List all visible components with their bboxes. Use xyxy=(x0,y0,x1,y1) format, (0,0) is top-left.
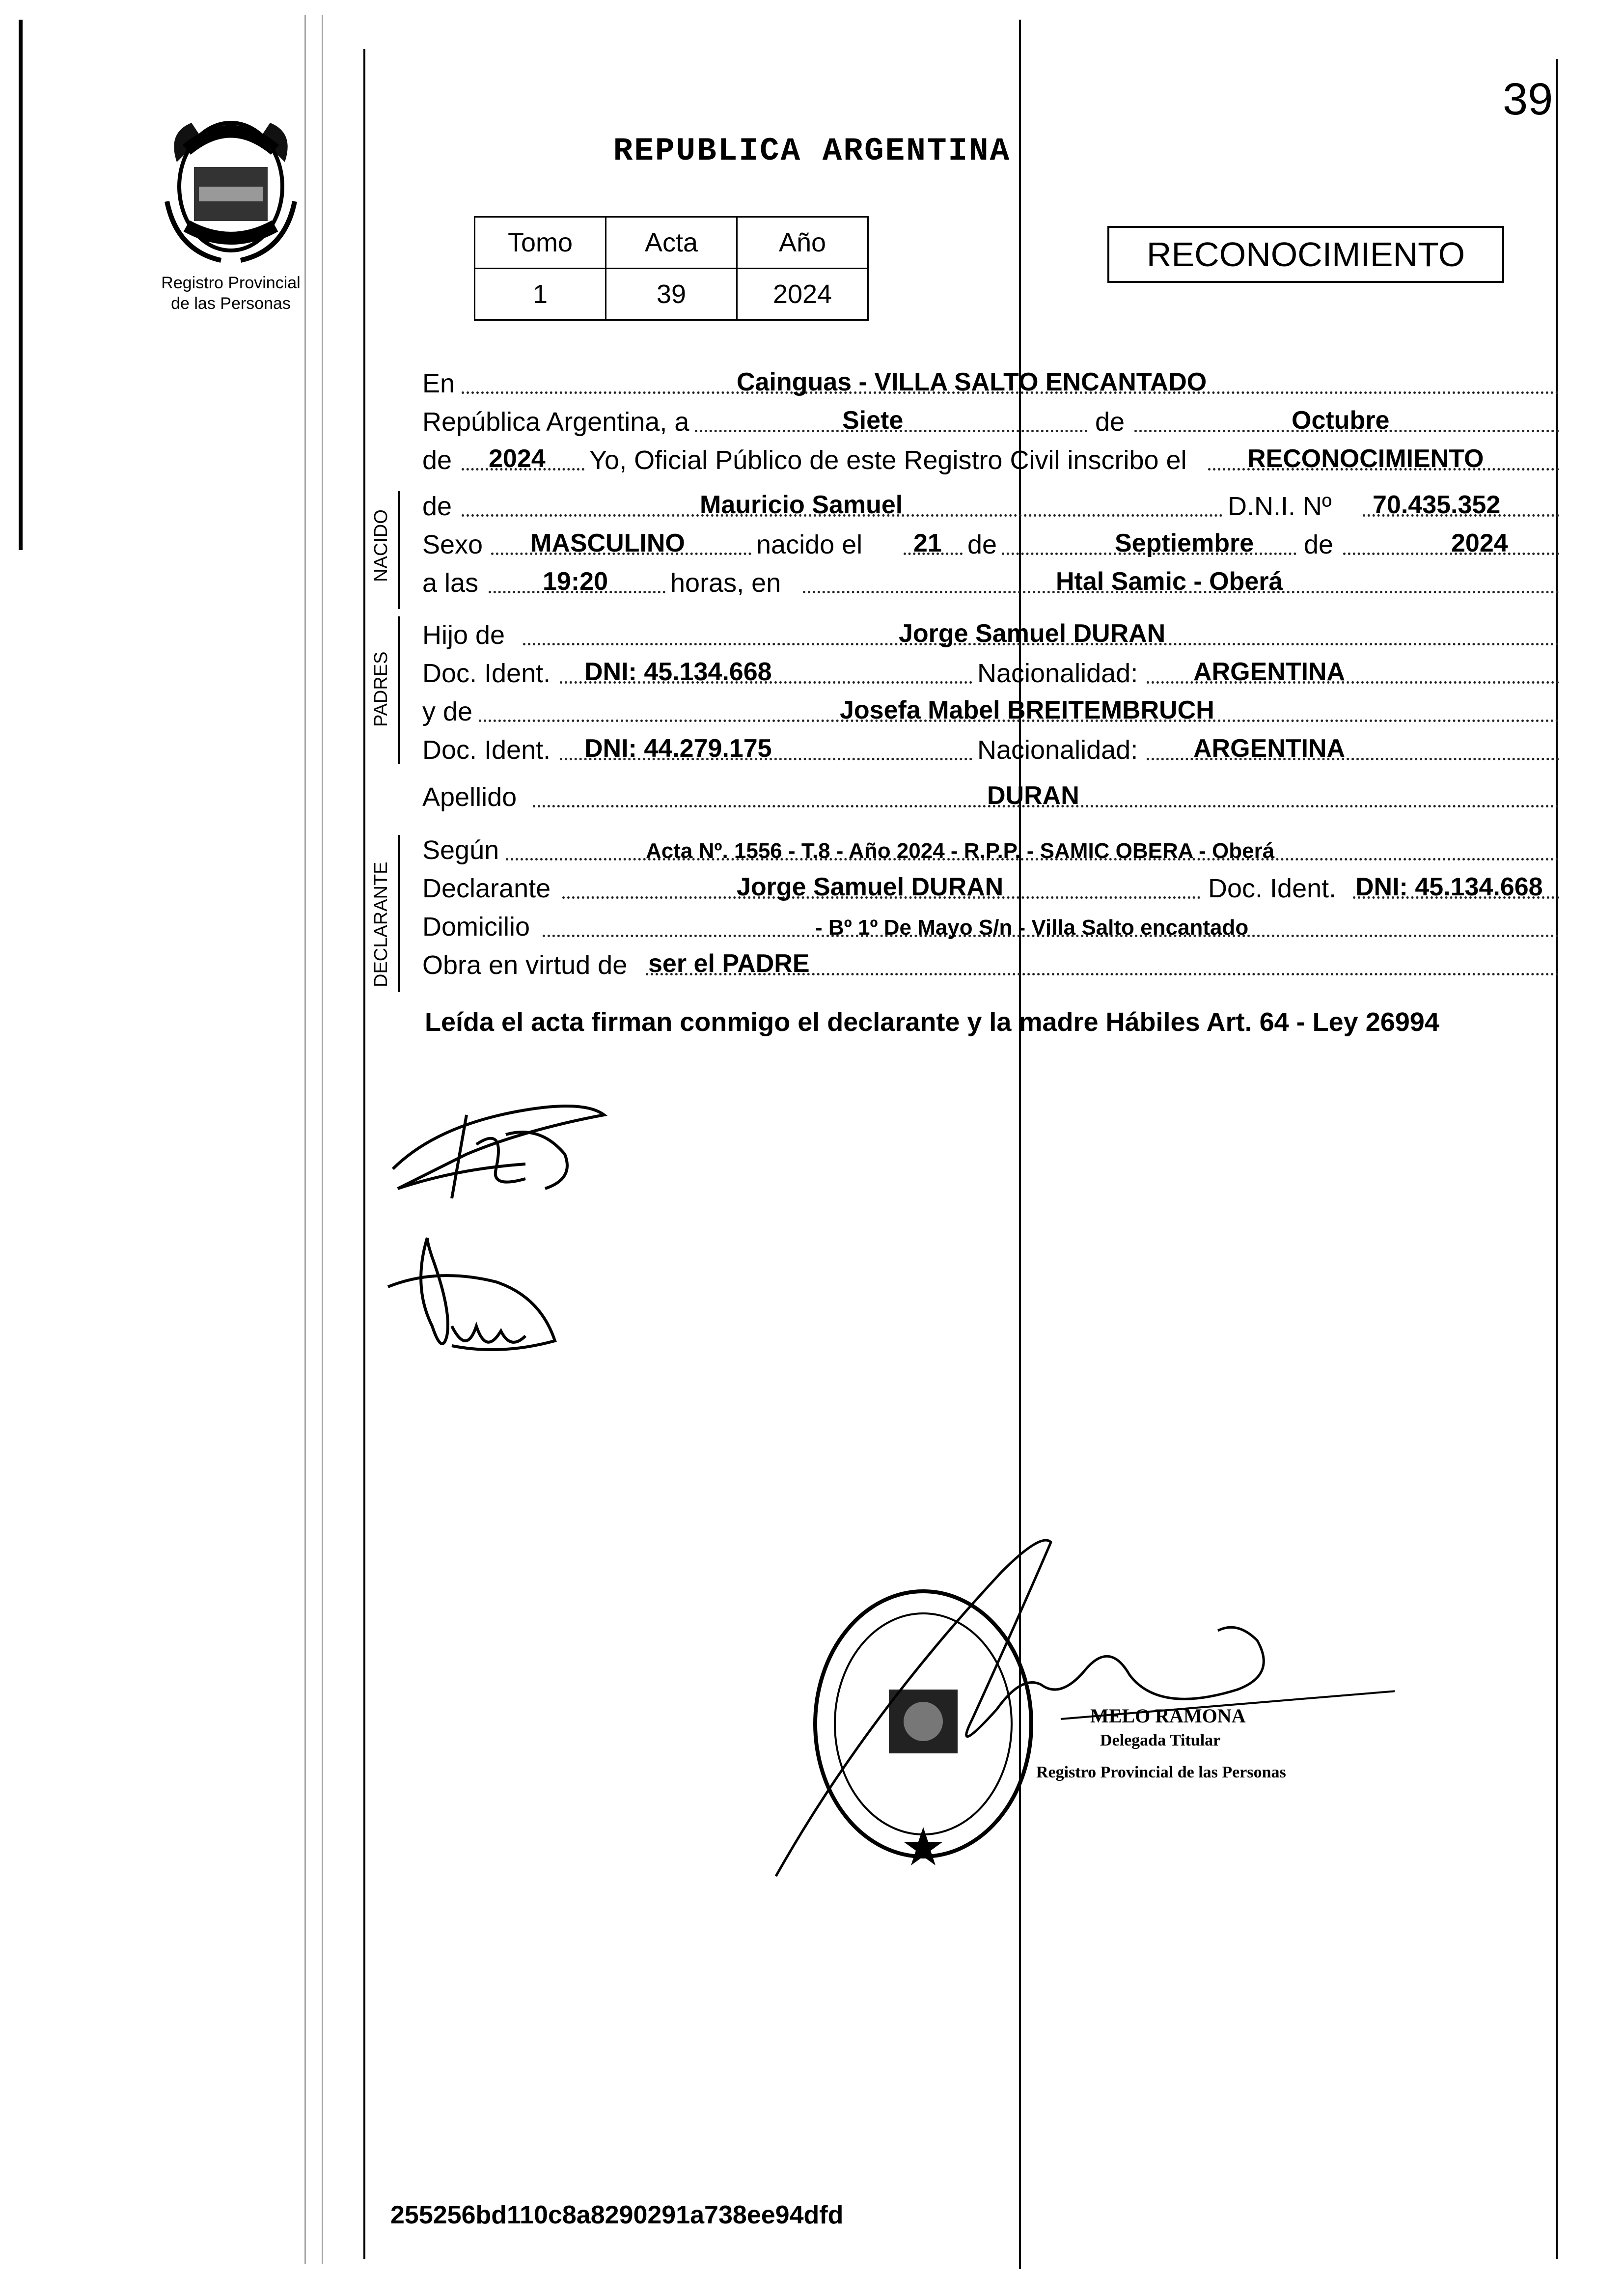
side-label-declarante: DECLARANTE xyxy=(371,861,391,987)
header-anio: Año xyxy=(737,217,868,269)
label-apellido: Apellido xyxy=(422,782,517,812)
page-number: 39 xyxy=(1503,74,1553,124)
fold-line xyxy=(1019,20,1021,2269)
label-horas-en: horas, en xyxy=(670,568,781,598)
row-inscripcion xyxy=(422,440,1559,478)
row-padre xyxy=(422,615,1559,653)
value-nac-dia: 21 xyxy=(913,529,942,557)
label-declarante: Declarante xyxy=(422,874,551,903)
punch-line-2 xyxy=(322,15,323,2264)
declarante-signature xyxy=(378,1095,633,1203)
label-republica: República Argentina, a xyxy=(422,407,689,437)
value-dia: Siete xyxy=(842,406,904,435)
label-de-anio: de xyxy=(422,445,452,475)
label-domicilio: Domicilio xyxy=(422,912,530,942)
row-sexo xyxy=(422,525,1559,563)
side-label-padres: PADRES xyxy=(371,651,391,727)
label-de-mes: de xyxy=(1095,407,1125,437)
value-domicilio: - Bº 1º De Mayo S/n - Villa Salto encantado xyxy=(815,915,1249,940)
row-nombre xyxy=(422,486,1559,525)
value-nac-mes: Septiembre xyxy=(1115,529,1254,557)
label-de-nombre: de xyxy=(422,492,452,521)
value-nac-anio: 2024 xyxy=(1451,529,1508,557)
left-margin-bar xyxy=(19,20,23,550)
nacido-bracket xyxy=(398,491,400,609)
label-padre-nac: Nacionalidad: xyxy=(977,659,1138,688)
label-yo: Yo, Oficial Público de este Registro Civil inscribo el xyxy=(589,445,1187,475)
label-segun: Según xyxy=(422,835,499,865)
row-segun xyxy=(422,830,1559,868)
value-padre: Jorge Samuel DURAN xyxy=(899,619,1166,648)
label-madre-doc: Doc. Ident. xyxy=(422,735,551,765)
row-declarante xyxy=(422,868,1559,907)
value-hora: 19:20 xyxy=(543,567,608,596)
row-hora xyxy=(422,563,1559,601)
official-name: MELO RAMONA xyxy=(1090,1705,1246,1727)
label-declarante-doc: Doc. Ident. xyxy=(1208,874,1337,903)
punch-line-1 xyxy=(304,15,306,2264)
value-dni: 70.435.352 xyxy=(1373,491,1501,519)
value-lugar-nac: Htal Samic - Oberá xyxy=(1056,567,1283,596)
margin-line xyxy=(363,49,365,2259)
row-madre-doc xyxy=(422,730,1559,768)
value-madre: Josefa Mabel BREITEMBRUCH xyxy=(840,696,1214,724)
label-padre-doc: Doc. Ident. xyxy=(422,659,551,688)
logo-caption-line1: Registro Provincial xyxy=(161,274,301,292)
logo-caption xyxy=(142,273,319,314)
logo-caption-line2: de las Personas xyxy=(171,294,291,313)
declarante-bracket xyxy=(398,835,400,992)
row-padre-doc xyxy=(422,653,1559,692)
value-padre-doc: DNI: 45.134.668 xyxy=(584,658,772,686)
value-declarante-doc: DNI: 45.134.668 xyxy=(1355,873,1543,901)
label-a-las: a las xyxy=(422,568,479,598)
misiones-crest-logo xyxy=(157,103,304,270)
document-title: REPUBLICA ARGENTINA xyxy=(613,133,1011,169)
value-obra: ser el PADRE xyxy=(648,949,810,978)
value-declarante: Jorge Samuel DURAN xyxy=(737,873,1004,901)
value-mes: Octubre xyxy=(1292,406,1390,435)
document-hash: 255256bd110c8a8290291a738ee94dfd xyxy=(390,2201,844,2229)
madre-signature xyxy=(378,1228,575,1375)
header-acta: Acta xyxy=(606,217,737,269)
padres-bracket xyxy=(398,616,400,764)
official-role: Delegada Titular xyxy=(1100,1731,1221,1749)
value-nombre: Mauricio Samuel xyxy=(700,491,903,519)
value-anio: 2024 xyxy=(737,269,868,320)
label-en: En xyxy=(422,369,455,398)
value-inscripcion: RECONOCIMIENTO xyxy=(1247,444,1484,473)
row-domicilio xyxy=(422,907,1559,945)
value-anio: 2024 xyxy=(489,444,546,473)
value-lugar: Cainguas - VILLA SALTO ENCANTADO xyxy=(737,368,1207,396)
value-madre-nac: ARGENTINA xyxy=(1193,734,1346,763)
label-de-nac-anio: de xyxy=(1304,530,1334,559)
row-fecha xyxy=(422,402,1559,440)
row-apellido xyxy=(422,777,1559,815)
value-sexo: MASCULINO xyxy=(530,529,685,557)
document-type-box: RECONOCIMIENTO xyxy=(1107,226,1504,283)
label-nacido-el: nacido el xyxy=(756,530,863,559)
label-dni: D.N.I. Nº xyxy=(1228,492,1332,521)
label-y-de: y de xyxy=(422,697,473,726)
value-madre-doc: DNI: 44.279.175 xyxy=(584,734,772,763)
label-sexo: Sexo xyxy=(422,530,483,559)
label-madre-nac: Nacionalidad: xyxy=(977,735,1138,765)
label-de-nac-mes: de xyxy=(967,530,997,559)
value-segun: Acta Nº. 1556 - T.8 - Año 2024 - R.P.P. - SAMIC OBERA - Oberá xyxy=(646,839,1275,863)
header-tomo: Tomo xyxy=(475,217,606,269)
row-lugar xyxy=(422,363,1559,402)
label-hijo-de: Hijo de xyxy=(422,620,505,650)
official-signature xyxy=(766,1513,1395,1886)
registry-table xyxy=(474,216,869,321)
closing-note: Leída el acta firman conmigo el declarante y la madre Hábiles Art. 64 - Ley 26994 xyxy=(425,1007,1439,1037)
side-label-nacido: NACIDO xyxy=(371,509,391,582)
value-tomo: 1 xyxy=(475,269,606,320)
row-obra xyxy=(422,945,1559,983)
value-padre-nac: ARGENTINA xyxy=(1193,658,1346,686)
label-obra: Obra en virtud de xyxy=(422,950,628,980)
official-institution: Registro Provincial de las Personas xyxy=(1036,1763,1286,1781)
value-apellido: DURAN xyxy=(987,781,1079,810)
value-acta: 39 xyxy=(606,269,737,320)
row-madre xyxy=(422,692,1559,730)
